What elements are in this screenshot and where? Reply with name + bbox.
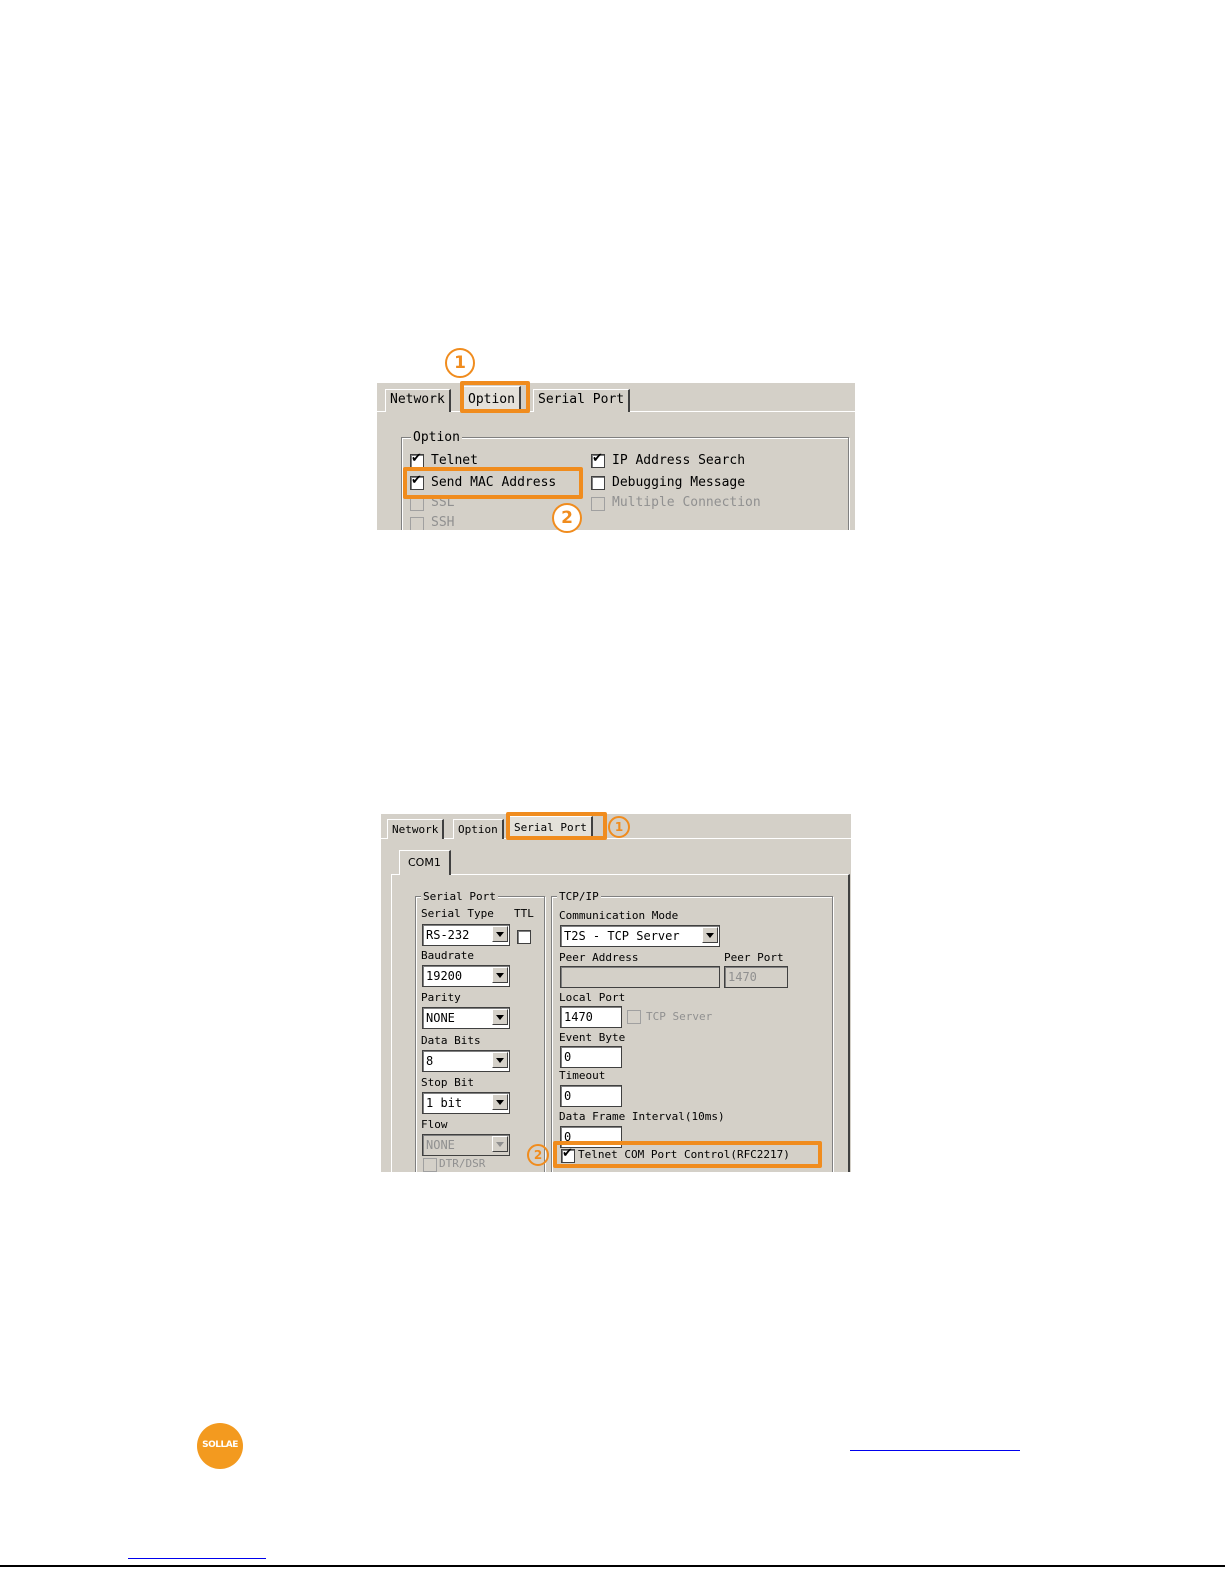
local-port-field[interactable] (560, 1006, 622, 1028)
step-1-marker: 1 (608, 816, 630, 838)
peer-port-field (724, 966, 788, 988)
debug-label: Debugging Message (612, 475, 746, 490)
data-bits-label: Data Bits (421, 1034, 481, 1047)
baudrate-value: 19200 (426, 969, 463, 983)
serial-port-dialog (381, 814, 851, 1172)
tab-serial-port[interactable]: Serial Port (509, 816, 593, 839)
peer-address-label: Peer Address (559, 951, 639, 964)
tab-strip-line (381, 838, 851, 839)
peer-port-value: 1470 (728, 970, 757, 984)
parity-value: NONE (426, 1011, 455, 1025)
event-byte-field[interactable] (560, 1046, 622, 1068)
dfi-value: 0 (564, 1130, 572, 1144)
chevron-down-icon[interactable] (492, 926, 508, 942)
timeout-field[interactable] (560, 1085, 622, 1107)
ssh-checkbox (410, 517, 424, 530)
logo-text: SOLLAE (202, 1440, 238, 1450)
check-mark-icon: ✔ (411, 451, 422, 466)
parity-select[interactable] (422, 1007, 510, 1029)
flow-label: Flow (421, 1118, 448, 1131)
data-bits-select[interactable] (422, 1050, 510, 1072)
footer-rule (0, 1565, 1225, 1567)
option-dialog (377, 383, 855, 530)
option-group-title: Option (413, 430, 460, 445)
serial-type-label: Serial Type (421, 907, 494, 920)
serial-port-group-title: Serial Port (423, 890, 496, 903)
event-byte-label: Event Byte (559, 1031, 626, 1044)
dtr-dsr-checkbox (423, 1158, 437, 1172)
tab-option[interactable]: Option (453, 819, 504, 839)
comm-mode-value: T2S - TCP Server (564, 929, 680, 943)
peer-port-label: Peer Port (724, 951, 784, 964)
tcp-server-checkbox (627, 1010, 641, 1024)
chevron-down-icon[interactable] (492, 1009, 508, 1025)
parity-label: Parity (421, 991, 461, 1004)
footer-link-right[interactable] (850, 1450, 1020, 1451)
check-mark-icon: ✔ (411, 473, 422, 488)
flow-value: NONE (426, 1138, 455, 1152)
ssl-checkbox (410, 497, 424, 511)
tab-network[interactable]: Network (387, 819, 444, 839)
telnet-label: Telnet (431, 453, 478, 468)
ttl-label: TTL (514, 907, 534, 920)
local-port-label: Local Port (559, 991, 626, 1004)
highlight-send-mac (403, 467, 583, 499)
ip-search-label: IP Address Search (612, 453, 746, 468)
event-byte-value: 0 (564, 1050, 572, 1064)
highlight-serial-port-tab (506, 812, 607, 840)
check-mark-icon: ✔ (592, 451, 603, 466)
highlight-telnet-com (553, 1141, 822, 1168)
tab-serial-port[interactable]: Serial Port (533, 389, 630, 412)
tab-option[interactable]: Option (463, 386, 521, 413)
chevron-down-icon (492, 1136, 508, 1152)
sollae-logo (197, 1423, 243, 1469)
serial-type-select[interactable] (422, 924, 510, 946)
tcp-server-label: TCP Server (646, 1010, 713, 1023)
highlight-option-tab (460, 381, 530, 413)
comm-mode-select[interactable] (560, 925, 720, 947)
stop-bit-select[interactable] (422, 1092, 510, 1114)
dtr-dsr-label: DTR/DSR (439, 1157, 486, 1170)
local-port-value: 1470 (564, 1010, 593, 1024)
ssh-label: SSH (431, 515, 455, 530)
timeout-label: Timeout (559, 1069, 606, 1082)
baudrate-select[interactable] (422, 965, 510, 987)
step-2-marker: 2 (527, 1144, 549, 1166)
tab-network[interactable]: Network (385, 389, 451, 412)
chevron-down-icon[interactable] (492, 1052, 508, 1068)
stop-bit-label: Stop Bit (421, 1076, 474, 1089)
footer-link-left[interactable] (128, 1558, 266, 1559)
ttl-checkbox[interactable] (517, 930, 531, 944)
send-mac-label: Send MAC Address (431, 475, 557, 490)
peer-address-field (560, 966, 720, 988)
timeout-value: 0 (564, 1089, 572, 1103)
serial-type-value: RS-232 (426, 928, 470, 942)
chevron-down-icon[interactable] (492, 967, 508, 983)
telnet-com-label: Telnet COM Port Control(RFC2217) (578, 1148, 790, 1161)
check-mark-icon: ✔ (562, 1146, 573, 1161)
chevron-down-icon[interactable] (492, 1094, 508, 1110)
stop-bit-value: 1 bit (426, 1096, 463, 1110)
tcpip-group-title: TCP/IP (559, 890, 599, 903)
baudrate-label: Baudrate (421, 949, 474, 962)
flow-select (422, 1134, 510, 1156)
ssl-label: SSL (431, 495, 455, 510)
chevron-down-icon[interactable] (702, 927, 718, 943)
data-bits-value: 8 (426, 1054, 434, 1068)
debug-checkbox[interactable] (591, 476, 605, 490)
tab-com1[interactable]: COM1 (399, 850, 451, 875)
multi-connection-checkbox (591, 497, 605, 511)
step-1-marker: 1 (445, 348, 475, 378)
comm-mode-label: Communication Mode (559, 909, 679, 922)
dfi-label: Data Frame Interval(10ms) (559, 1110, 725, 1123)
step-2-marker: 2 (552, 503, 582, 533)
telnet-checkbox[interactable] (410, 451, 424, 468)
multi-connection-label: Multiple Connection (612, 495, 761, 510)
ip-search-checkbox[interactable] (591, 451, 605, 468)
